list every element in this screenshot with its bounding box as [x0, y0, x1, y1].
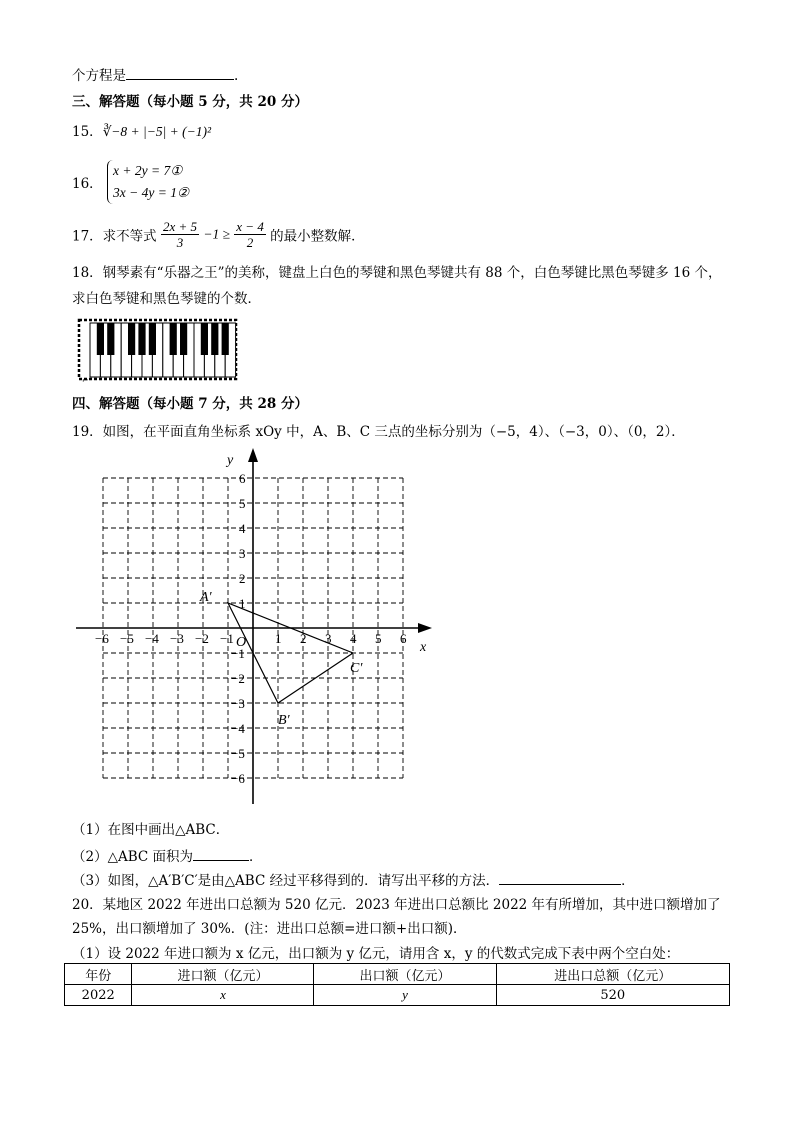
translation-answer-blank[interactable] — [499, 870, 621, 885]
q17-fraction-2-numerator: x − 4 — [236, 219, 264, 234]
x-tick-label: 5 — [375, 631, 382, 646]
q17-fraction-1-denominator: 3 — [176, 235, 184, 250]
table-row — [65, 985, 730, 1006]
y-tick-label: −5 — [231, 746, 245, 761]
q16-equation-1: x + 2y = 7① — [112, 163, 183, 178]
q19-sub-3 — [72, 869, 635, 889]
piano-black-key — [128, 323, 135, 355]
x-tick-label: 1 — [275, 631, 282, 646]
x-tick-label: 2 — [300, 631, 307, 646]
table-cell-export: y — [314, 985, 496, 1006]
q17-middle: −1 ≥ — [203, 226, 230, 242]
piano-black-key — [211, 323, 218, 355]
q15-expression: ∛−8 + |−5| + (−1)² — [102, 124, 212, 139]
q19-sub-3-end: ． — [621, 873, 635, 889]
piano-black-key — [149, 323, 156, 355]
trade-table — [64, 963, 730, 1006]
piano-keyboard-image — [76, 315, 240, 385]
x-tick-label: −2 — [195, 631, 209, 646]
x-axis-arrow-icon — [418, 623, 432, 633]
coordinate-grid — [70, 444, 440, 808]
table-header-import: 进口额（亿元） — [132, 964, 314, 985]
q14-tail-line — [72, 64, 238, 84]
table-header-row — [65, 964, 730, 985]
y-tick-label: −1 — [231, 646, 245, 661]
x-tick-label: −5 — [120, 631, 134, 646]
q17-suffix: 的最小整数解． — [270, 228, 365, 245]
q15-number: 15． — [72, 124, 103, 140]
origin-label: O — [236, 635, 247, 650]
q16-equation-2: 3x − 4y = 1② — [112, 185, 190, 200]
y-tick-label: −4 — [231, 721, 245, 736]
q17-fraction-1 — [161, 219, 199, 250]
q14-tail-text: 个方程是 — [72, 68, 126, 84]
y-tick-label: 5 — [239, 496, 246, 511]
svg-text:⌐: ⌐ — [82, 376, 89, 385]
y-tick-label: 3 — [239, 546, 246, 561]
q19-sub-2-text: （2）△ABC 面积为 — [72, 849, 194, 865]
y-tick-label: −2 — [231, 671, 245, 686]
q16-number: 16． — [72, 176, 103, 192]
q19-sub-2 — [72, 845, 263, 865]
q17-fraction-2-denominator: 2 — [246, 235, 254, 250]
q17-fraction-2 — [234, 219, 266, 250]
q19-sub-1: （1）在图中画出△ABC． — [72, 822, 230, 838]
piano-black-key — [170, 323, 177, 355]
piano-black-key — [201, 323, 208, 355]
piano-black-key — [222, 323, 229, 355]
q17-prefix: 17．求不等式 — [72, 228, 157, 245]
q20-line-3: （1）设 2022 年进口额为 x 亿元，出口额为 y 亿元，请用含 x，y 的代数式完成下表中两个空白处： — [72, 946, 680, 962]
x-tick-label: 6 — [400, 631, 407, 646]
table-cell-total: 520 — [496, 985, 730, 1006]
table-header-year: 年份 — [65, 964, 132, 985]
x-tick-label: −4 — [145, 631, 159, 646]
y-axis-arrow-icon — [248, 448, 258, 462]
q15 — [72, 120, 211, 140]
point-C-label: C′ — [350, 661, 363, 676]
q20-line-2: 25%，出口额增加了 30%．(注：进出口总额=进口额+出口额)． — [72, 921, 467, 937]
x-axis-label: x — [420, 640, 427, 655]
piano-black-key — [97, 323, 104, 355]
piano-black-key — [138, 323, 145, 355]
area-answer-blank[interactable] — [193, 846, 249, 861]
piano-black-key — [107, 323, 114, 355]
q17-fraction-1-numerator: 2x + 5 — [162, 219, 198, 234]
point-B-label: B′ — [278, 713, 290, 728]
q16 — [72, 160, 189, 204]
y-tick-label: −3 — [231, 696, 245, 711]
q19-line-1: 19．如图，在平面直角坐标系 xOy 中，A、B、C 三点的坐标分别为（−5，4）、（−3，0）、（0，2）． — [72, 424, 685, 440]
y-tick-label: 4 — [239, 521, 246, 536]
x-tick-label: −6 — [95, 631, 109, 646]
table-cell-import: x — [132, 985, 314, 1006]
piano-black-key — [180, 323, 187, 355]
answer-blank[interactable] — [126, 65, 234, 80]
q19-sub-3-text: （3）如图，△A′B′C′是由△ABC 经过平移得到的．请写出平移的方法． — [72, 873, 500, 889]
point-A-label: A′ — [200, 590, 212, 605]
table-header-total: 进出口总额（亿元） — [496, 964, 730, 985]
y-tick-label: −6 — [231, 771, 245, 786]
q18-line-2: 求白色琴键和黑色琴键的个数． — [72, 291, 261, 307]
x-tick-label: 4 — [350, 631, 357, 646]
table-header-export: 出口额（亿元） — [314, 964, 496, 985]
q16-equation-system — [107, 160, 189, 204]
y-axis-label: y — [227, 453, 234, 468]
section3-title: 三、解答题（每小题 5 分，共 20 分） — [72, 94, 308, 110]
y-tick-label: 6 — [239, 471, 246, 486]
q19-sub-2-end: ． — [249, 849, 263, 865]
table-cell-year: 2022 — [65, 985, 132, 1006]
y-tick-label: 1 — [239, 596, 246, 611]
q18-line-1: 18．钢琴素有“乐器之王”的美称，键盘上白色的琴键和黑色琴键共有 88 个，白色琴键比黑色琴键多 16 个， — [72, 265, 722, 281]
x-tick-label: −1 — [220, 631, 234, 646]
q17 — [72, 219, 365, 250]
section4-title: 四、解答题（每小题 7 分，共 28 分） — [72, 396, 308, 412]
y-tick-label: 2 — [239, 571, 246, 586]
q14-tail-end: . — [234, 68, 239, 84]
x-tick-label: 3 — [325, 631, 332, 646]
x-tick-label: −3 — [170, 631, 184, 646]
q20-line-1: 20．某地区 2022 年进出口总额为 520 亿元．2023 年进出口总额比 2022 年有所增加，其中进口额增加了 — [72, 897, 721, 913]
